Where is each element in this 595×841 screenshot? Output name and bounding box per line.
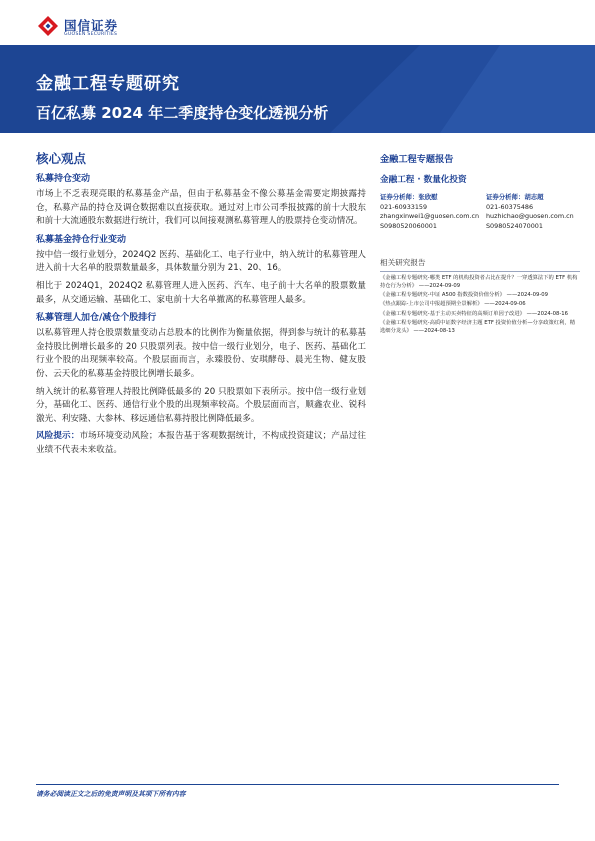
research-field: 金融工程 · 数量化投资: [380, 175, 467, 185]
heading-private-holdings: 私募持仓变动: [36, 174, 91, 184]
related-report-date: ——2024-09-09: [418, 282, 461, 289]
analyst-email[interactable]: zhangxinwei1@guosen.com.cn: [380, 212, 480, 220]
analyst-email[interactable]: huzhichao@guosen.com.cn: [486, 212, 574, 220]
footer-divider: [36, 784, 559, 785]
related-report-date: ——2024-08-16: [526, 310, 569, 317]
analyst-phone: 021-60375486: [486, 202, 534, 211]
analyst-card: [486, 193, 574, 231]
paragraph: 纳入统计的私募管理人持股比例降低最多的 20 只股票如下表所示。按中信一级行业划分，基础化工、医药、通信行业个股的出现频率较高。个股层面而言，顺鑫农业、锐科激光、利安隆、大参林、移远通信私募持股比例降低最多。: [36, 386, 366, 424]
heading-industry-changes: 私募基金持仓行业变动: [36, 234, 127, 245]
related-report-title[interactable]: 《金融工程专题研究-中证 A500 指数投资价值分析》: [380, 292, 505, 299]
side-panel: [380, 153, 580, 337]
report-series-title: 金融工程专题研究: [36, 74, 180, 94]
analyst-card: [380, 193, 479, 231]
related-report-item[interactable]: [380, 301, 580, 309]
logo-text-en: GUOSEN SECURITIES: [64, 32, 118, 37]
related-reports-list: [380, 275, 580, 336]
footer-disclaimer: 请务必阅读正文之后的免责声明及其项下所有内容: [36, 790, 186, 798]
risk-warning: [36, 430, 366, 457]
title-banner: [0, 45, 595, 133]
paragraph: 相比于 2024Q1，2024Q2 私募管理人进入医药、汽车、电子前十大名单的股票数量最多，从交通运输、基础化工、家电前十大名单撤离的私募管理人最多。: [36, 280, 366, 305]
related-report-item[interactable]: [380, 311, 580, 319]
related-reports-title: 相关研究报告: [380, 258, 426, 267]
analyst-cert: S0980524070001: [486, 221, 543, 230]
related-report-date: ——2024-09-06: [484, 301, 526, 308]
report-type: 金融工程专题报告: [380, 154, 454, 165]
related-report-item[interactable]: [380, 320, 580, 336]
related-report-item[interactable]: [380, 292, 580, 300]
related-report-title[interactable]: 《热点跟踪-上市公司中报超预期全景解析》: [380, 301, 483, 308]
paragraph: 市场上不乏表现亮眼的私募基金产品，但由于私募基金不像公募基金需要定期披露持仓，私募产品的持仓及调仓数据难以直接获取。通过对上市公司季报披露的前十大股东和前十大流通股东数据进行统计，我们可以间接观测私募管理人的股票持仓变动情况。: [36, 189, 366, 227]
heading-stock-ranking: 私募管理人加仓/减仓个股排行: [36, 313, 157, 324]
guosen-logo-icon: [36, 14, 60, 38]
guosen-logo: [36, 14, 146, 42]
analyst-title: 证券分析师：张欣慰: [380, 193, 438, 201]
section-title: 核心观点: [36, 151, 87, 166]
analyst-phone: 021-60933159: [380, 202, 428, 211]
risk-text: 市场环境变动风险；本报告基于客观数据统计，不构成投资建议；产品过往业绩不代表未来收益。: [36, 431, 366, 455]
related-report-date: ——2024-09-09: [506, 292, 549, 299]
analyst-info: [380, 193, 580, 253]
logo-text-cn: 国信证券: [64, 18, 119, 33]
analyst-title: 证券分析师：胡志超: [486, 193, 544, 201]
related-report-title[interactable]: 《金融工程专题研究-基于主动买卖特征的高频订单因子改进》: [380, 310, 525, 317]
paragraph: 按中信一级行业划分，2024Q2 医药、基础化工、电子行业中，纳入统计的私募管理人进入前十大名单的股票数量最多，具体数量分别为 21、20、16。: [36, 249, 366, 274]
divider: [380, 271, 580, 272]
related-report-date: ——2024-08-13: [413, 327, 455, 334]
risk-label: 风险提示：: [36, 431, 80, 442]
analyst-cert: S0980520060001: [380, 221, 437, 230]
related-report-title[interactable]: 《金融工程专题研究-哪类 ETF 的机构投资者占比在提升？一穿透算法下的 ETF 机构持仓行为分析》: [380, 275, 578, 289]
page-header: [0, 0, 595, 45]
related-report-item[interactable]: [380, 275, 580, 291]
report-title: 百亿私募 2024 年二季度持仓变化透视分析: [36, 104, 329, 122]
related-report-title[interactable]: 《金融工程专题研究-高质中证数字经济主题 ETF 投资价值分析—分享政策红利，精选细分龙头》: [380, 319, 576, 334]
paragraph: 以私募管理人持仓股票数量变动占总股本的比例作为衡量依据，得到参与统计的私募基金持股比例增长最多的 20 只股票列表。按中信一级行业划分，电子、医药、基础化工行业个股的出现频率较高。个股层面而言，永臻股份、安琪酵母、晨光生物、健友股份、云天化的私募基金持股比例增长最多。: [36, 328, 366, 379]
core-views: [36, 150, 366, 458]
